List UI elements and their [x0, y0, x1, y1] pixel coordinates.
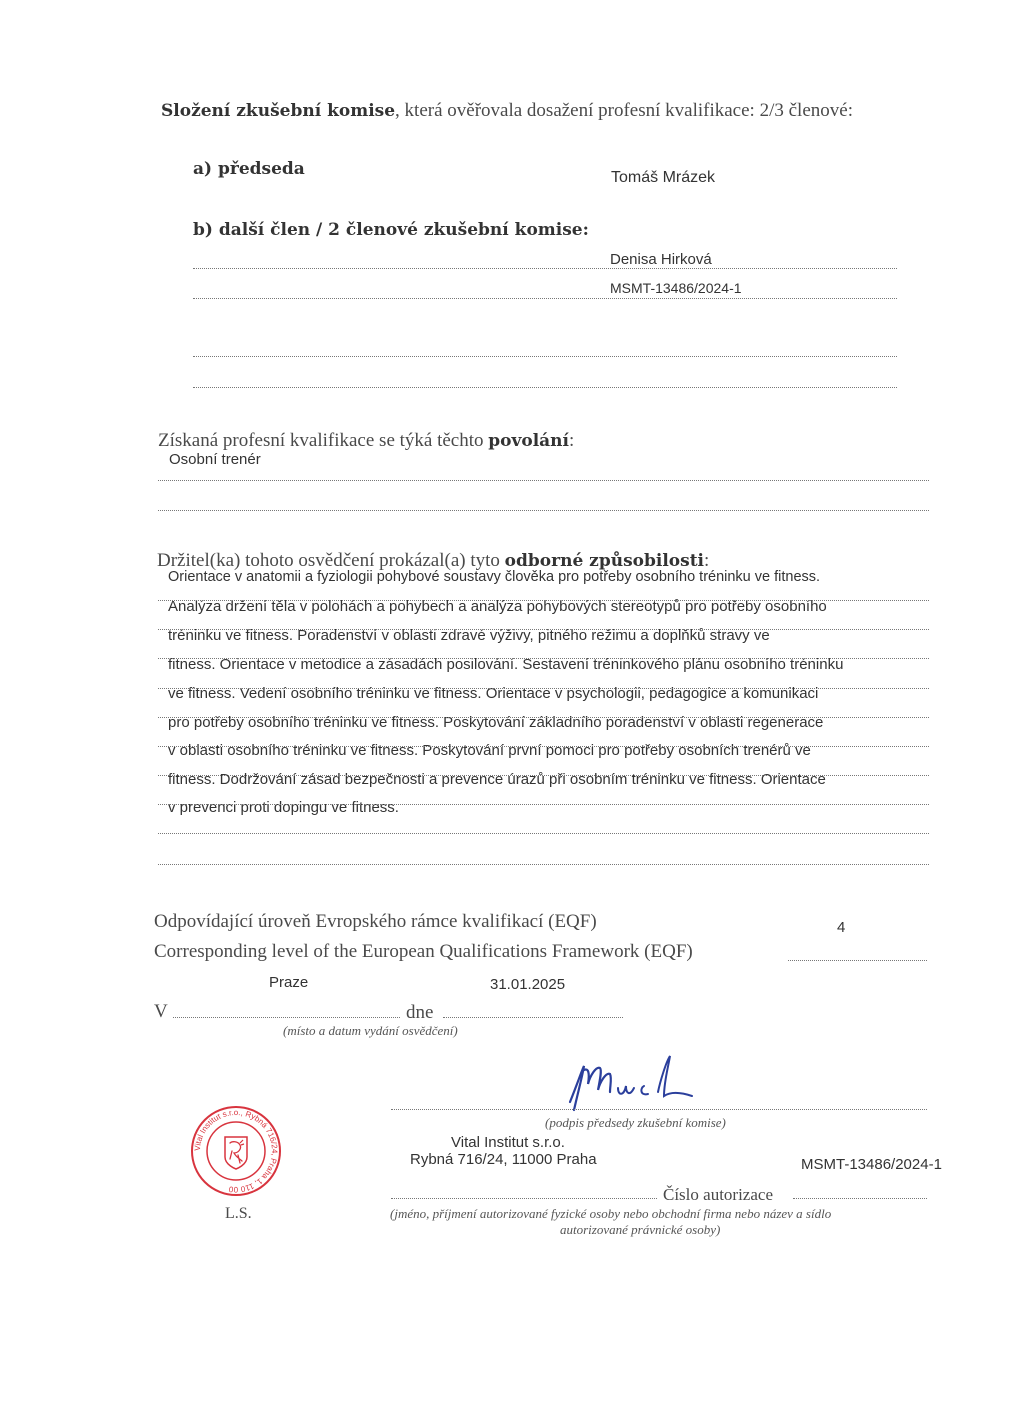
- competencies-heading-suffix: :: [704, 550, 710, 571]
- competency-dotted-line: [158, 864, 929, 865]
- eqf-line-en: Corresponding level of the European Qualifications Framework (EQF): [154, 941, 693, 962]
- commission-heading-rest: , která ověřovala dosažení profesní kvalifikace: 2/3 členové:: [395, 100, 853, 121]
- issuer-address: Rybná 716/24, 11000 Praha: [410, 1151, 597, 1168]
- issue-place-prefix: V: [154, 1001, 168, 1022]
- authorization-line: [793, 1198, 927, 1199]
- occupation-heading-bold: povolání: [488, 431, 569, 451]
- svg-text:Vital Institut s.r.o., Rybná 7: [193, 1108, 279, 1194]
- member-label: b) další člen / 2 členové zkušební komise:: [193, 220, 589, 240]
- competencies-heading-bold: odborné způsobilosti: [504, 551, 705, 571]
- occupation-heading: [158, 430, 574, 452]
- issuer-line: [391, 1198, 657, 1199]
- commission-heading-bold: Složení zkušební komise: [161, 101, 396, 121]
- competency-line: v oblasti osobního tréninku ve fitness. Poskytování první pomoci pro potřeby osobních trenérů ve: [168, 742, 811, 759]
- issue-place: Praze: [269, 974, 309, 991]
- issuer-note-2: autorizované právnické osoby): [560, 1222, 721, 1237]
- occupation-line-1: [158, 480, 929, 481]
- competency-dotted-line: [158, 746, 929, 747]
- issuer-name: Vital Institut s.r.o.: [451, 1134, 565, 1151]
- competency-dotted-line: [158, 717, 929, 718]
- eqf-level: 4: [837, 919, 846, 936]
- competency-dotted-line: [158, 658, 929, 659]
- issue-note: (místo a datum vydání osvědčení): [283, 1023, 458, 1038]
- competency-line: pro potřeby osobního tréninku ve fitness. Poskytování základního poradenství v oblasti regenerace: [168, 714, 824, 731]
- signature-note: (podpis předsedy zkušební komise): [545, 1115, 726, 1130]
- member-name-line: [193, 268, 897, 269]
- member-name: Denisa Hirková: [610, 251, 712, 268]
- eqf-line-cz: Odpovídající úroveň Evropského rámce kvalifikací (EQF): [154, 911, 597, 932]
- competency-line: fitness. Dodržování zásad bezpečnosti a prevence úrazů při osobním tréninku ve fitness. Orientace: [168, 771, 826, 788]
- signature-line: [391, 1109, 927, 1110]
- issuer-note-1: (jméno, příjmení autorizované fyzické osoby nebo obchodní firma nebo název a sídlo: [390, 1206, 832, 1221]
- official-stamp: [190, 1105, 282, 1197]
- competency-line: Orientace v anatomii a fyziologii pohybové soustavy člověka pro potřeby osobního tréninku ve fitness.: [168, 569, 821, 585]
- competency-dotted-line: [158, 688, 929, 689]
- stamp-text: Vital Institut s.r.o., Rybná 716/24, Praha 1, 110 00: [192, 1107, 280, 1195]
- eqf-level-line: [788, 960, 927, 961]
- competency-dotted-line: [158, 804, 929, 805]
- competency-line: Analýza držení těla v polohách a pohybech a analýza pohybových stereotypů pro potřeby osobního: [168, 598, 827, 615]
- commission-heading: [161, 100, 853, 122]
- competency-dotted-line: [158, 833, 929, 834]
- issue-date-line: [443, 1017, 623, 1018]
- competency-dotted-line: [158, 600, 929, 601]
- competencies-heading-prefix: Držitel(ka) tohoto osvědčení prokázal(a) tyto: [157, 550, 505, 571]
- competency-dotted-line: [158, 775, 929, 776]
- member-line-3: [193, 356, 897, 357]
- member-line-2: [193, 298, 897, 299]
- occupation-line-2: [158, 510, 929, 511]
- stamp-seal-icon: [190, 1105, 282, 1197]
- competency-line: fitness. Orientace v metodice a zásadách posilování. Sestavení tréninkového plánu osobního tréninku: [168, 656, 844, 673]
- member-line-4: [193, 387, 897, 388]
- chair-label: a) předseda: [193, 159, 305, 179]
- occupation-heading-prefix: Získaná profesní kvalifikace se týká těchto: [158, 430, 489, 451]
- competency-dotted-line: [158, 629, 929, 630]
- authorization-label: Číslo autorizace: [663, 1185, 773, 1204]
- competency-line: v prevenci proti dopingu ve fitness.: [168, 799, 399, 816]
- chair-name: Tomáš Mrázek: [611, 169, 716, 186]
- signature-image: [560, 1052, 700, 1116]
- issue-place-line: [173, 1017, 400, 1018]
- occupation-value: Osobní trenér: [169, 451, 261, 468]
- stamp-ls: L.S.: [225, 1205, 252, 1222]
- member-authorization: MSMT-13486/2024-1: [610, 280, 742, 296]
- issue-date: 31.01.2025: [490, 976, 566, 993]
- authorization-number: MSMT-13486/2024-1: [801, 1156, 942, 1173]
- competency-line: ve fitness. Vedení osobního tréninku ve fitness. Orientace v psychologii, pedagogice a komunikaci: [168, 685, 819, 702]
- occupation-heading-suffix: :: [569, 430, 575, 451]
- issue-date-prefix: dne: [406, 1002, 434, 1023]
- competency-line: tréninku ve fitness. Poradenství v oblasti zdravé výživy, pitného režimu a doplňků stravy ve: [168, 627, 770, 644]
